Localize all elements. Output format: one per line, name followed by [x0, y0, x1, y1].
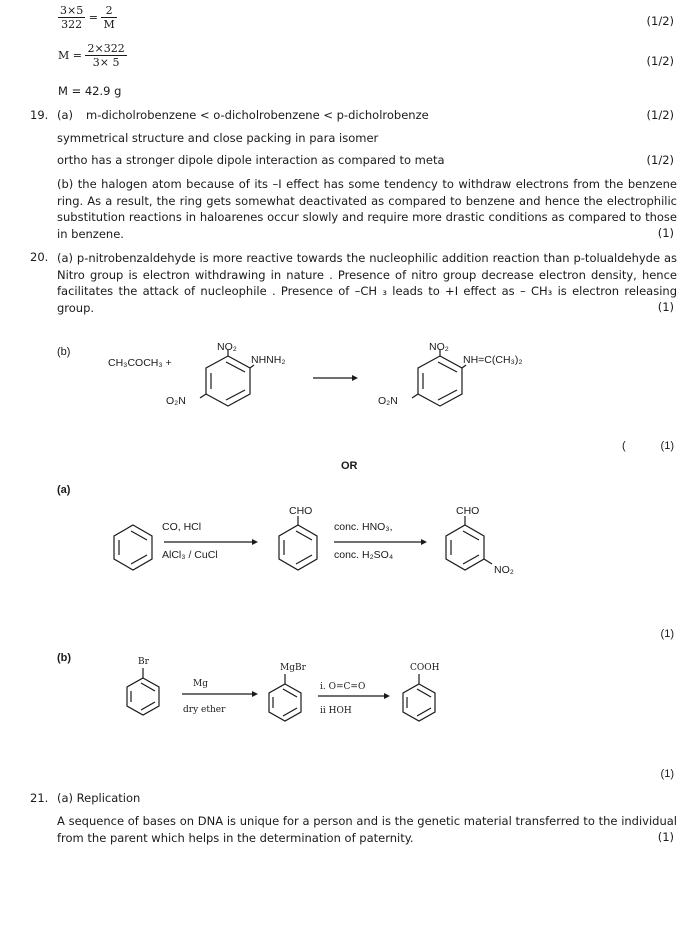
q19-a-text: m-dicholrobenzene < o-dicholrobenzene < p-dicholrobenze [86, 108, 429, 122]
r2-reag2-top: conc. HNO₃, [334, 521, 393, 533]
eq3-result: M = 42.9 g [58, 84, 122, 98]
q20-b2-label: (b) [57, 652, 72, 664]
r1-product-o2n: O₂N [378, 395, 398, 407]
q20-a-mark: (1) [657, 300, 674, 314]
eq2-lhs: M = [58, 49, 82, 62]
q20-a-text: (a) p-nitrobenzaldehyde is more reactive towards the nucleophilic addition reaction than p-tolualdehyde as Nitro group is electron withdrawing in nature . Presence of nitro group decrease electron density, hence facilitates the attack of nucleophile . Presence of –CH ₃ leads to +I effect as – CH₃ is electron releasing group. [57, 251, 677, 315]
r3-grignard [269, 674, 301, 721]
r3-arrow-1 [182, 691, 258, 697]
q19-line3: ortho has a stronger dipole dipole interaction as compared to meta [57, 153, 445, 167]
q20-b-label: (b) [57, 346, 71, 358]
q20-b-mark-paren: ( [622, 440, 626, 452]
q19-a-mark: (1/2) [646, 108, 674, 122]
eq2-numerator: 2×322 [87, 42, 125, 55]
r2-cho-2: CHO [456, 505, 480, 517]
r1-product-no2: NO₂ [429, 341, 449, 353]
r2-reag1-bot: AlCl₃ / CuCl [162, 549, 218, 561]
r3-bromobenzene [127, 668, 159, 715]
r1-nhnh2: NHNH₂ [251, 354, 286, 366]
q19-number: 19. [30, 108, 49, 122]
q21-body: A sequence of bases on DNA is unique for a person and is the genetic material transferred to the individual from the parent which helps in the determination of paternity. [57, 814, 677, 845]
r3-mgbr: MgBr [280, 663, 306, 673]
eq1-equals: = [88, 11, 98, 24]
eq2-denominator: 3× 5 [92, 56, 120, 69]
q19-line2: symmetrical structure and close packing in para isomer [57, 131, 379, 145]
q19-line3-mark: (1/2) [646, 153, 674, 167]
eq1-mark: (1/2) [646, 14, 674, 28]
r2-reag1-top: CO, HCl [162, 521, 202, 533]
q20-b2-mark: (1) [660, 768, 674, 780]
r3-reag1-top: Mg [193, 679, 208, 689]
r1-no2: NO₂ [217, 341, 237, 353]
eq1-numerator-2: 2 [101, 4, 116, 18]
r1-product-sub: NH=C(CH₃)₂ [463, 354, 523, 366]
r3-arrow-2 [318, 693, 390, 699]
r3-cooh: COOH [410, 663, 440, 673]
q21-mark: (1) [657, 830, 674, 844]
q19-b-text: (b) the halogen atom because of its –I effect has some tendency to withdraw electrons from the benzene ring. As a result, the ring gets somewhat deactivated as compared to benzene and hence the electrophilic substitution reactions in haloarenes occur slowly and require more drastic conditions as compared to those in benzene. [57, 177, 677, 241]
r3-br: Br [138, 657, 149, 667]
q20-a2-label: (a) [57, 484, 71, 496]
q20-a2-mark: (1) [660, 628, 674, 640]
q20-number: 20. [30, 250, 49, 264]
eq1-denominator: 322 [61, 18, 83, 31]
r2-no2: NO₂ [494, 564, 514, 576]
eq2-mark: (1/2) [646, 54, 674, 68]
q20-b-mark: (1) [660, 440, 674, 452]
r1-reagent: CH₃COCH₃ + [108, 357, 172, 369]
q19-b-mark: (1) [657, 226, 674, 240]
r2-cho-1: CHO [289, 505, 313, 517]
r3-reag2-top: i. O=C=O [320, 682, 366, 692]
r1-o2n: O₂N [166, 395, 186, 407]
q19-a-label: (a) [57, 108, 74, 122]
r2-reag2-bot: conc. H₂SO₄ [334, 549, 394, 561]
q21-number: 21. [30, 791, 49, 805]
eq1-denominator-2: M [103, 18, 115, 31]
r3-reag1-bot: dry ether [183, 705, 226, 715]
q21-a-text: (a) Replication [57, 791, 141, 805]
eq1-numerator: 3×5 [60, 4, 84, 17]
r3-benzoic-acid [403, 674, 435, 721]
r3-reag2-bot: ii HOH [320, 706, 352, 716]
or-divider: OR [341, 460, 358, 472]
